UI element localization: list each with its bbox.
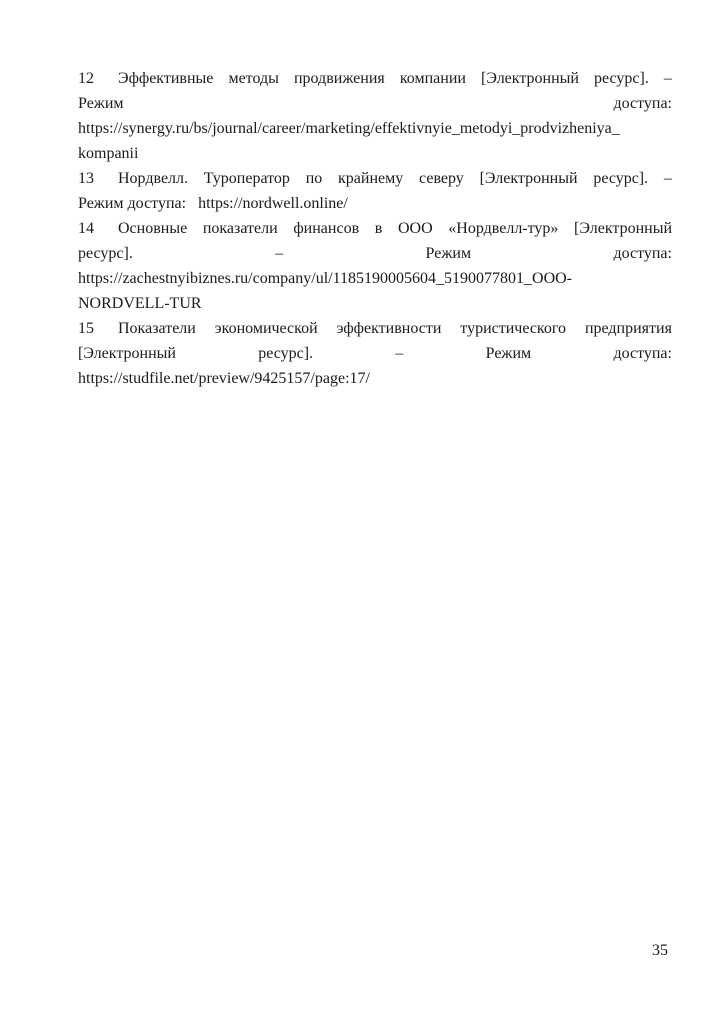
reference-line-text xyxy=(118,66,672,91)
word: крайнему xyxy=(338,170,404,187)
word: – xyxy=(663,170,672,187)
reference-line: kompanii xyxy=(78,145,139,162)
reference-line-numbered xyxy=(78,166,672,191)
references-list xyxy=(78,66,672,391)
word: доступа: xyxy=(613,245,672,262)
word: ресурс]. xyxy=(593,170,649,187)
word: финансов xyxy=(293,220,360,237)
word: экономической xyxy=(214,320,318,337)
word: [Электронный xyxy=(78,345,176,362)
reference-line-text xyxy=(118,216,672,241)
reference-line-numbered xyxy=(78,66,672,91)
word: «Нордвелл-тур» xyxy=(448,220,559,237)
word: доступа: xyxy=(613,95,672,112)
reference-number: 15 xyxy=(78,320,94,337)
reference-item xyxy=(78,166,672,216)
word: [Электронный xyxy=(479,170,578,187)
page-number: 35 xyxy=(652,942,668,959)
reference-line-url: https://studfile.net/preview/9425157/page:17/ xyxy=(78,370,370,387)
word: ресурс]. xyxy=(78,245,133,262)
reference-line xyxy=(78,241,672,266)
reference-line-numbered xyxy=(78,316,672,341)
reference-line-url: https://zachestnyibiznes.ru/company/ul/1185190005604_5190077801_OOO- xyxy=(78,270,573,287)
reference-number: 14 xyxy=(78,220,94,237)
reference-line-url: Режим доступа: https://nordwell.online/ xyxy=(78,195,348,212)
word: Режим xyxy=(425,245,472,262)
word: предприятия xyxy=(584,320,672,337)
word: Показатели xyxy=(118,320,196,337)
word: эффективности xyxy=(336,320,442,337)
word: ресурс]. xyxy=(258,345,314,362)
reference-item xyxy=(78,216,672,316)
word: туристического xyxy=(460,320,567,337)
reference-item xyxy=(78,316,672,391)
reference-line-url: https://synergy.ru/bs/journal/career/marketing/effektivnyie_metodyi_prodvizheniya_ xyxy=(78,120,620,137)
reference-number: 12 xyxy=(78,70,94,87)
word: Нордвелл. xyxy=(118,170,189,187)
word: доступа: xyxy=(613,345,672,362)
word: [Электронный xyxy=(574,220,672,237)
word: ООО xyxy=(397,220,433,237)
word: северу xyxy=(419,170,464,187)
word: Эффективные xyxy=(118,70,214,87)
word: показатели xyxy=(202,220,278,237)
word: продвижения xyxy=(293,70,385,87)
word: – xyxy=(395,345,404,362)
reference-line xyxy=(78,91,672,116)
word: – xyxy=(275,245,284,262)
reference-line: NORDVELL-TUR xyxy=(78,295,202,312)
word: Режим xyxy=(78,95,124,112)
word: методы xyxy=(228,70,279,87)
reference-number: 13 xyxy=(78,170,94,187)
word: – xyxy=(663,70,672,87)
word: ресурс]. xyxy=(594,70,649,87)
word: Туроператор xyxy=(203,170,290,187)
reference-line-text xyxy=(118,166,672,191)
word: в xyxy=(374,220,383,237)
word: по xyxy=(305,170,323,187)
reference-line-numbered xyxy=(78,216,672,241)
reference-line-text xyxy=(118,316,672,341)
word: Режим xyxy=(485,345,532,362)
word: [Электронный xyxy=(481,70,579,87)
reference-item xyxy=(78,66,672,166)
word: Основные xyxy=(118,220,188,237)
word: компании xyxy=(399,70,466,87)
reference-line xyxy=(78,341,672,366)
